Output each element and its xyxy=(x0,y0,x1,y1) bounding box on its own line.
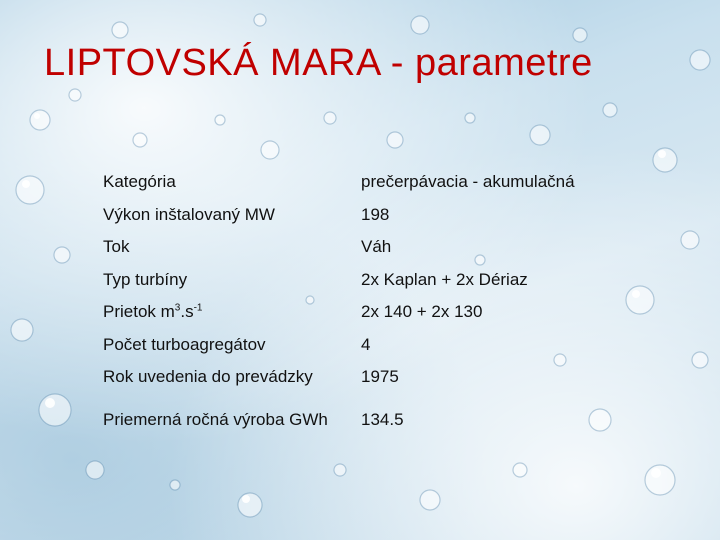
param-value: Váh xyxy=(361,237,392,257)
param-value: 2x Kaplan + 2x Dériaz xyxy=(361,269,528,289)
param-label: Typ turbíny xyxy=(103,269,188,289)
param-label: Počet turboagregátov xyxy=(103,334,266,354)
param-value: 4 xyxy=(361,334,371,354)
param-value: 134.5 xyxy=(361,409,404,429)
parameters-table xyxy=(103,166,661,446)
param-label-mid: .s xyxy=(180,302,194,322)
param-label-superscript: -1 xyxy=(193,302,203,314)
param-value: prečerpávacia - akumulačná xyxy=(361,172,575,192)
param-value: 2x 140 + 2x 130 xyxy=(361,302,483,322)
table-row xyxy=(103,199,661,232)
param-label xyxy=(103,296,361,329)
slide-title: LIPTOVSKÁ MARA - parametre xyxy=(44,42,593,84)
param-label-superscript: 3 xyxy=(174,302,181,314)
param-value: 198 xyxy=(361,204,390,224)
param-label: Priemerná ročná výroba GWh xyxy=(103,409,328,429)
table-row xyxy=(103,231,661,264)
param-label: Kategória xyxy=(103,172,176,192)
param-label: Tok xyxy=(103,237,130,257)
table-row xyxy=(103,296,661,329)
table-row xyxy=(103,264,661,297)
table-row xyxy=(103,166,661,199)
table-row xyxy=(103,361,661,394)
param-label: Rok uvedenia do prevádzky xyxy=(103,367,313,387)
param-label-base: Prietok m xyxy=(103,302,175,322)
table-row xyxy=(103,394,661,446)
table-row xyxy=(103,329,661,362)
param-value: 1975 xyxy=(361,367,399,387)
param-label: Výkon inštalovaný MW xyxy=(103,204,275,224)
